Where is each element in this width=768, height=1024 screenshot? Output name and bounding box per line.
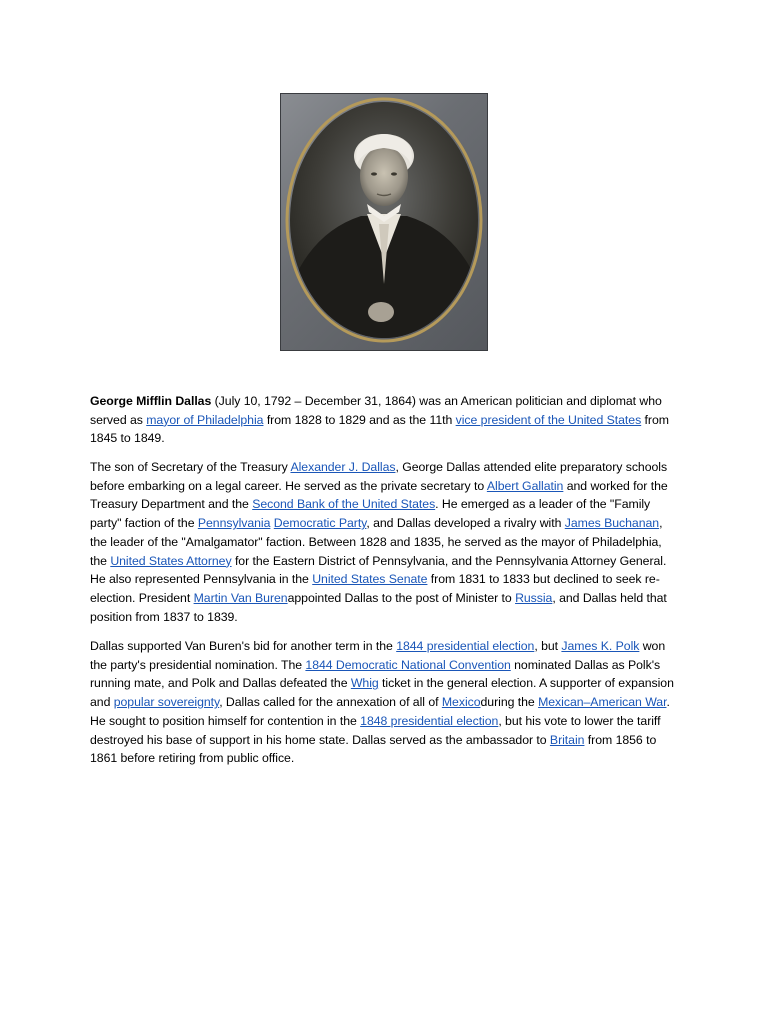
text: won the party's presidential nomination. The xyxy=(90,639,666,672)
link-1844-democratic-national-convention[interactable]: 1844 Democratic National Convention xyxy=(305,657,511,672)
text: ticket in the general election. A supporter of expansion and xyxy=(90,676,674,710)
link-mexican-american-war[interactable]: Mexican–American War xyxy=(538,695,667,710)
link-james-k-polk[interactable]: James K. Polk xyxy=(561,639,640,653)
link-james-buchanan[interactable]: James Buchanan xyxy=(564,516,660,531)
text: and worked for the Treasury Department and the xyxy=(90,478,668,512)
link-mayor-of-philadelphia[interactable]: mayor of Philadelphia xyxy=(146,412,264,427)
link-martin-van-buren[interactable]: Martin Van Buren xyxy=(193,590,288,605)
text: for the Eastern District of Pennsylvania, and the Pennsylvania Attorney General. He also represented Pennsylvania in the xyxy=(90,553,667,587)
link-alexander-j-dallas[interactable]: Alexander J. Dallas xyxy=(290,460,396,474)
text: The son of Secretary of the Treasury xyxy=(90,460,291,474)
text: nominated Dallas as Polk's running mate, and Polk and Dallas defeated the xyxy=(90,657,661,691)
text: from 1845 to 1849. xyxy=(90,412,669,446)
text: (July 10, 1792 – December 31, 1864) was an American politician and diplomat who served as xyxy=(90,394,662,427)
text: from 1828 to 1829 and as the 11th xyxy=(263,412,456,427)
intro-paragraph xyxy=(90,392,680,448)
text: , but xyxy=(534,639,562,653)
text: . He emerged as a leader of the "Family party" faction of the xyxy=(90,497,651,531)
text: , Dallas called for the annexation of all of xyxy=(219,695,442,710)
vice-presidency-paragraph xyxy=(90,637,680,768)
text: during the xyxy=(480,695,539,710)
text: , George Dallas attended elite preparatory schools before embarking on a legal career. He served as the private secretary to xyxy=(90,460,668,493)
link-second-bank[interactable]: Second Bank of the United States xyxy=(252,497,436,512)
text: from 1856 to 1861 before retiring from public office. xyxy=(90,732,657,766)
link-whig[interactable]: Whig xyxy=(350,676,379,691)
text: , but his vote to lower the tariff destroyed his base of support in his home state. Dallas served as the ambassador to xyxy=(90,713,661,747)
link-1848-presidential-election[interactable]: 1848 presidential election xyxy=(360,713,499,728)
text: , and Dallas developed a rivalry with xyxy=(366,516,565,531)
link-united-states-attorney[interactable]: United States Attorney xyxy=(110,553,232,568)
text: , and Dallas held that position from 1837 to 1839. xyxy=(90,590,667,624)
link-russia[interactable]: Russia xyxy=(515,590,553,605)
text: Dallas supported Van Buren's bid for another term in the xyxy=(90,639,397,653)
early-career-paragraph xyxy=(90,458,680,626)
text: appointed Dallas to the post of Minister to xyxy=(287,590,516,605)
link-popular-sovereignty[interactable]: popular sovereignty xyxy=(113,695,220,710)
link-britain[interactable]: Britain xyxy=(549,732,585,747)
portrait-image xyxy=(280,93,488,351)
link-democratic-party[interactable]: Democratic Party xyxy=(273,516,367,531)
text: . He sought to position himself for contention in the xyxy=(90,695,670,728)
link-vice-president[interactable]: vice president of the United States xyxy=(455,412,642,427)
subject-name: George Mifflin Dallas xyxy=(90,394,212,408)
link-albert-gallatin[interactable]: Albert Gallatin xyxy=(486,478,564,493)
link-pennsylvania[interactable]: Pennsylvania xyxy=(197,516,271,531)
text: , the leader of the "Amalgamator" faction. Between 1828 and 1835, he served as the mayor of Philadelphia, the xyxy=(90,516,663,568)
link-1844-presidential-election[interactable]: 1844 presidential election xyxy=(396,639,535,653)
link-united-states-senate[interactable]: United States Senate xyxy=(312,572,428,587)
text: from 1831 to 1833 but declined to seek re-election. President xyxy=(90,572,660,605)
link-mexico[interactable]: Mexico xyxy=(441,695,481,710)
portrait-daguerreotype xyxy=(281,94,487,350)
